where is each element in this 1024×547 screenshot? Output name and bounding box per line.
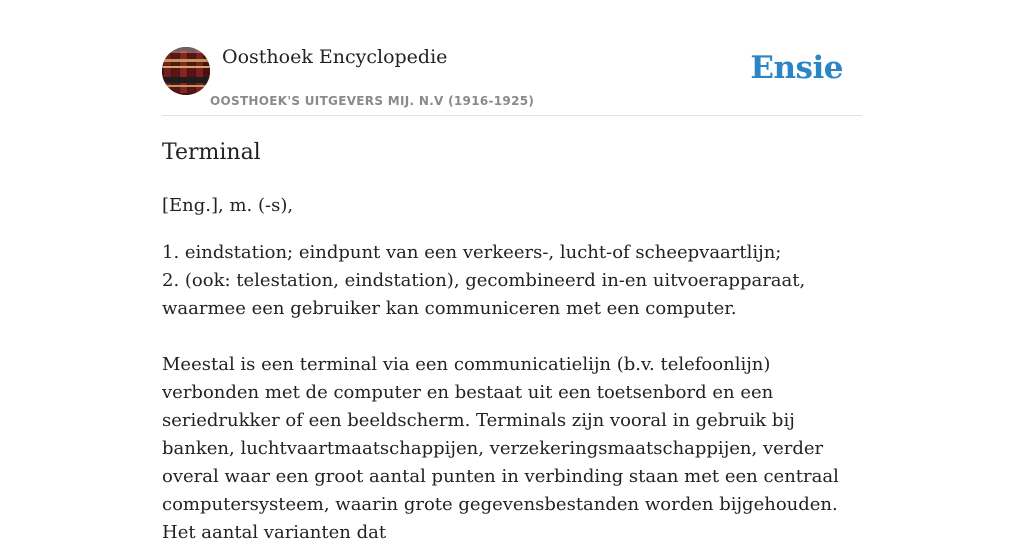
entry-paragraph: Meestal is een terminal via een communicatielijn (b.v. telefoonlijn) verbonden met de computer en bestaat uit een toetsenbord en een seriedrukker of een beeldscherm. Terminals zijn vooral in gebruik bij banken, luchtvaartmaatschappijen, verzekeringsmaatschappijen, verder overal waar een groot aantal punten in verbinding staan met een centraal computersysteem, waarin grote gegevensbestanden worden bijgehouden. Het aantal varianten dat — [162, 354, 839, 543]
definition-item: 2. (ook: telestation, eindstation), gecombineerd in-en uitvoerapparaat, waarmee een gebruiker kan communiceren met een computer. — [162, 270, 806, 319]
page-container — [162, 0, 862, 543]
definition-list — [162, 239, 862, 323]
ensie-logo-link[interactable]: Ensie — [750, 50, 843, 86]
entry-title: Terminal — [162, 140, 261, 165]
site-header — [162, 0, 862, 116]
site-name[interactable]: Oosthoek Encyclopedie — [222, 46, 448, 68]
definition-item: 1. eindstation; eindpunt van een verkeers-, lucht-of scheepvaartlijn; — [162, 242, 782, 263]
grammar-note: [Eng.], m. (-s), — [162, 195, 294, 216]
publisher-label: OOSTHOEK'S UITGEVERS MIJ. N.V (1916-1925) — [210, 94, 535, 108]
encyclopedia-books-icon[interactable] — [162, 47, 210, 95]
